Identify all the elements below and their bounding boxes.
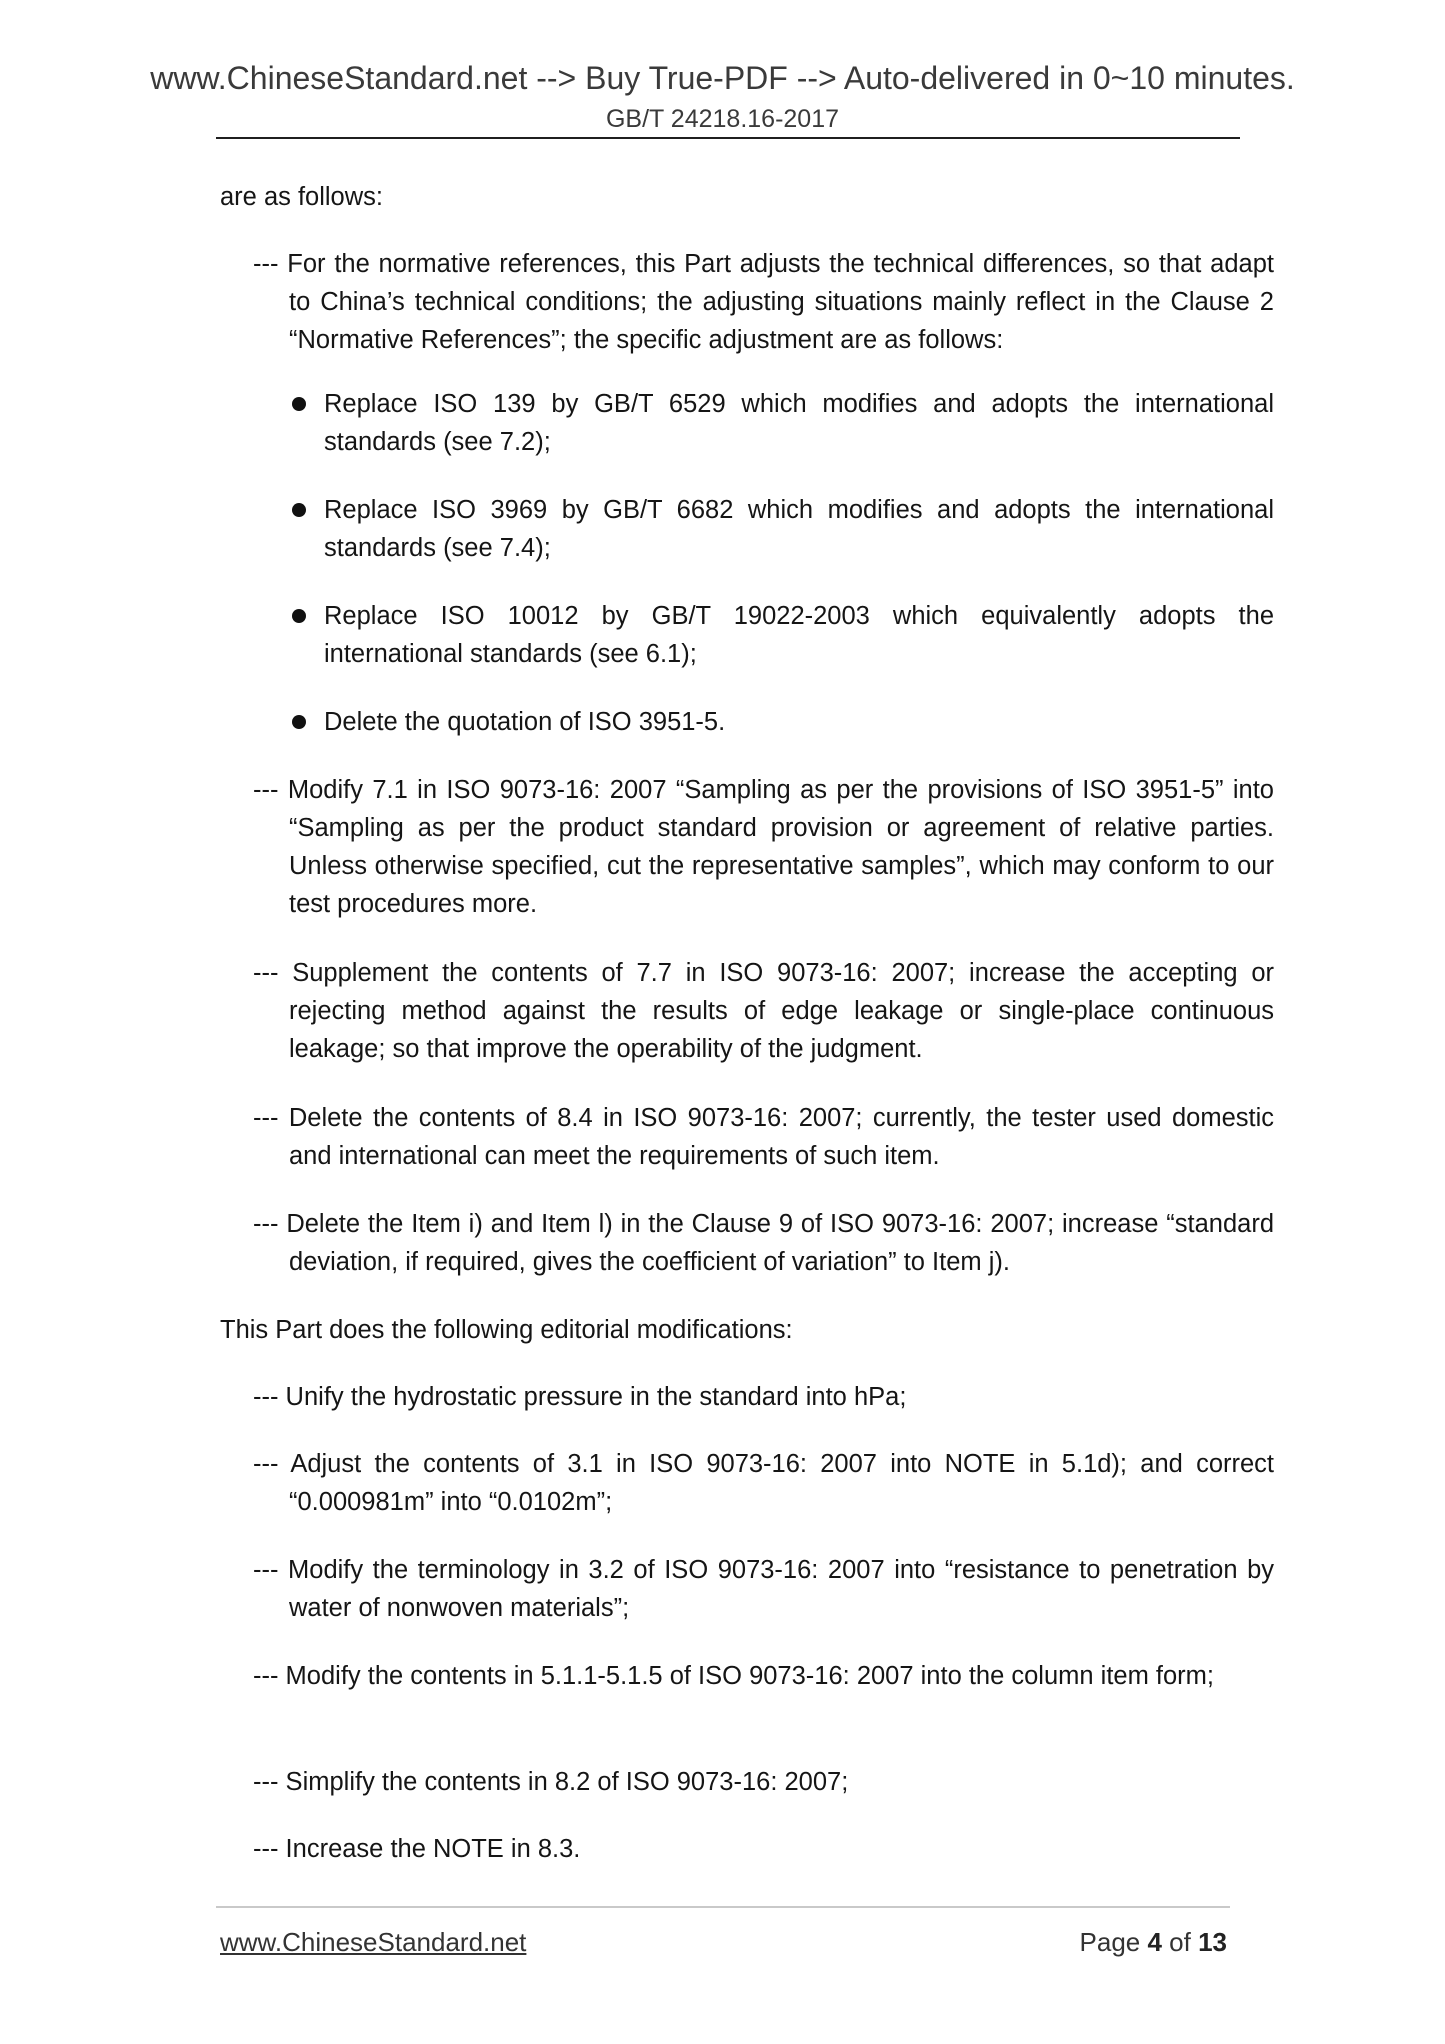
bullet-dot-icon — [292, 715, 306, 729]
bullet-text: Delete the quotation of ISO 3951-5. — [324, 708, 726, 736]
document-code: GB/T 24218.16-2017 — [605, 105, 840, 133]
page-prefix: Page — [1079, 1927, 1148, 1957]
technical-difference-item-1: --- For the normative references, this Part adjusts the technical differences, so that adapt to China’s technical conditions; the adjusting situations mainly reflect in the Clause 2 “Normative References”; the specific adjustment are as follows: — [253, 250, 1274, 354]
page-current: 4 — [1147, 1927, 1162, 1957]
editorial-item-4: --- Modify the contents in 5.1.1-5.1.5 of ISO 9073-16: 2007 into the column item form; — [253, 1662, 1214, 1690]
page-of: of — [1161, 1927, 1199, 1957]
bullet-dot-icon — [292, 503, 306, 517]
bullet-item-2 — [288, 491, 1274, 567]
editorial-intro: This Part does the following editorial modifications: — [220, 1316, 793, 1344]
editorial-item-3: --- Modify the terminology in 3.2 of ISO 9073-16: 2007 into “resistance to penetration by water of nonwoven materials”; — [253, 1556, 1274, 1622]
header-banner: www.ChineseStandard.net --> Buy True-PDF --> Auto-delivered in 0~10 minutes. — [150, 60, 1295, 96]
technical-difference-item-5: --- Delete the Item i) and Item l) in the Clause 9 of ISO 9073-16: 2007; increase “standard deviation, if required, gives the coefficient of variation” to Item j). — [253, 1210, 1274, 1276]
editorial-item-2: --- Adjust the contents of 3.1 in ISO 9073-16: 2007 into NOTE in 5.1d); and correct “0.000981m” into “0.0102m”; — [253, 1450, 1274, 1516]
bullet-text: Replace ISO 139 by GB/T 6529 which modifies and adopts the international standards (see 7.2); — [324, 390, 1274, 456]
footer-website-link[interactable]: www.ChineseStandard.net — [220, 1927, 527, 1957]
bullet-dot-icon — [292, 397, 306, 411]
bullet-dot-icon — [292, 609, 306, 623]
editorial-item-1: --- Unify the hydrostatic pressure in the standard into hPa; — [253, 1383, 907, 1411]
editorial-item-5: --- Simplify the contents in 8.2 of ISO 9073-16: 2007; — [253, 1768, 849, 1796]
bullet-text: Replace ISO 10012 by GB/T 19022-2003 which equivalently adopts the international standards (see 6.1); — [324, 602, 1274, 668]
bullet-text: Replace ISO 3969 by GB/T 6682 which modifies and adopts the international standards (see 7.4); — [324, 496, 1274, 562]
bullet-item-1 — [288, 385, 1274, 461]
bullet-item-3 — [288, 597, 1274, 673]
intro-text: are as follows: — [220, 183, 383, 211]
editorial-item-6: --- Increase the NOTE in 8.3. — [253, 1835, 581, 1863]
header-divider — [216, 137, 1240, 139]
footer-divider — [216, 1906, 1230, 1908]
bullet-item-4 — [288, 703, 1274, 741]
page-number — [1080, 1925, 1227, 1959]
technical-difference-item-3: --- Supplement the contents of 7.7 in ISO 9073-16: 2007; increase the accepting or rejecting method against the results of edge leakage or single-place continuous leakage; so that improve the operability of the judgment. — [253, 959, 1274, 1063]
technical-difference-item-4: --- Delete the contents of 8.4 in ISO 9073-16: 2007; currently, the tester used domestic and international can meet the requirements of such item. — [253, 1104, 1274, 1170]
technical-difference-item-2: --- Modify 7.1 in ISO 9073-16: 2007 “Sampling as per the provisions of ISO 3951-5” into “Sampling as per the product standard provision or agreement of relative parties. Unless otherwise specified, cut the representative samples”, which may conform to our test procedures more. — [253, 776, 1274, 918]
page-total: 13 — [1198, 1927, 1227, 1957]
